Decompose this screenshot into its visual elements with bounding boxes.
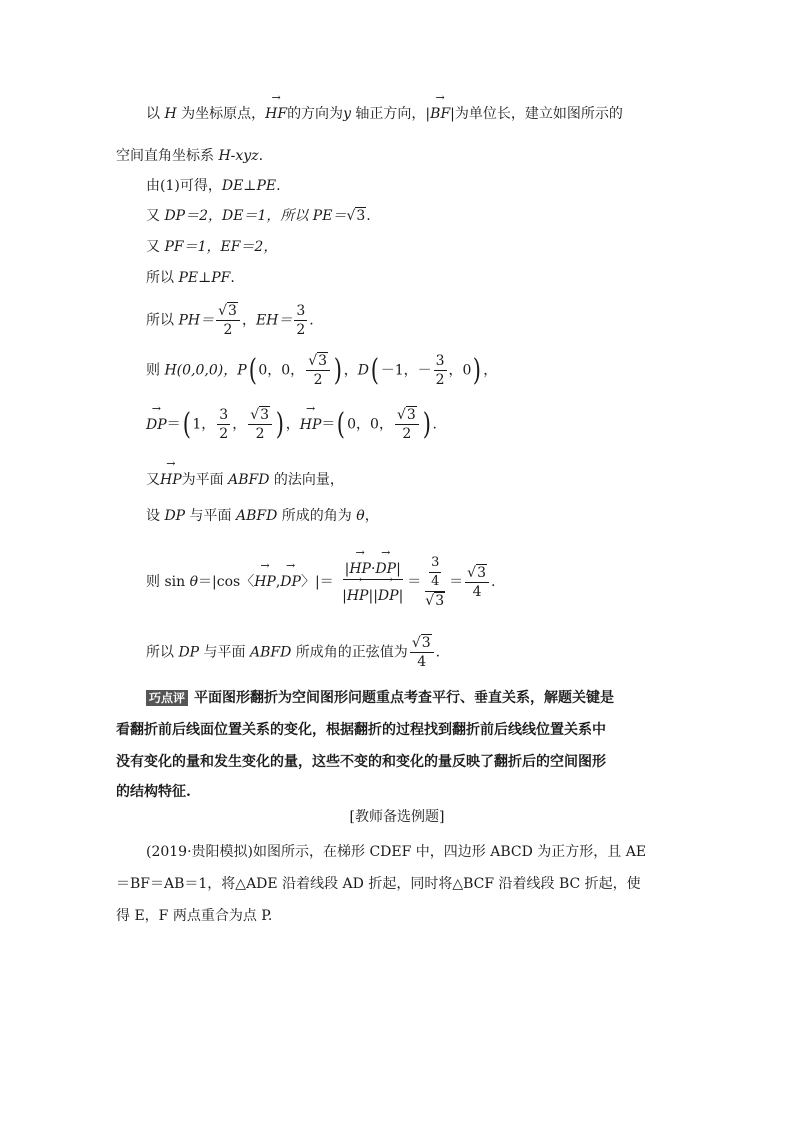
text-line-7: 所以 PH＝ $\frac{√3}{2}$ ，EH＝ $\frac{3}{2}$ . [146,303,314,338]
text-line-5: 又 PF＝1，EF＝2， [146,239,278,255]
section-title: [教师备选例题] [349,809,445,825]
fraction: $\frac{√3}{4}$ [465,564,489,601]
fraction: $\frac{√3}{4}$ [410,634,434,671]
fraction: $\frac{√3}{2}$ [395,406,419,443]
text-line-13: 所以 DP 与平面 ABFD 所成角的正弦值为 $\frac{√3}{4}$ . [146,635,441,670]
fraction: $\frac{|\to HP\cdot\to DP|}{|\to HP||\to DP|}$ [340,559,405,606]
vector-dp: → DP [146,415,167,435]
text-line-4: 又 DP＝2，DE＝1，所以 PE＝√3. [146,208,371,224]
text-line-1: 以 H 为坐标原点，→ HF的方向为y 轴正方向，|→ BF|为单位长，建立如图所示的 [146,104,623,124]
vector-hp: → HP [254,572,276,592]
text-line-3: 由(1)可得，DE⊥PE. [146,178,281,194]
example-line-2: ＝BF＝AB＝1，将△ADE 沿着线段 AD 折起，同时将△BCF 沿着线段 BC 折起，使 [116,876,641,892]
comment-badge: 巧点评 [146,690,188,706]
text-line-12: 则 sin θ＝|cos〈→ HP,→ DP〉|＝ $\frac{|\to HP\cdot\to DP|}{|\to HP||\to DP|}$ ＝ $\frac{\frac{3}{4}}{√3}$ ＝ $\frac{√3}{4}$ . [146,554,495,610]
comment-line-3: 没有变化的量和发生变化的量，这些不变的和变化的量反映了翻折后的空间图形 [116,754,606,770]
example-line-1: (2019·贵阳模拟)如图所示，在梯形 CDEF 中，四边形 ABCD 为正方形，且 AE [146,844,647,860]
text-line-9: → DP＝( 1， $\frac{3}{2}$ ， $\frac{√3}{2}$ ) ，→ HP＝( 0，0， $\frac{√3}{2}$ ) . [146,406,437,443]
comment-line-1: 巧点评 平面图形翻折为空间图形问题重点考查平行、垂直关系，解题关键是 [146,688,614,708]
text-line-11: 设 DP 与平面 ABFD 所成的角为 θ， [146,508,379,524]
fraction: $\frac{√3}{2}$ [216,302,240,339]
comment-line-4: 的结构特征. [116,784,191,800]
fraction: $\frac{√3}{2}$ [248,406,272,443]
vector-bf: → BF [430,104,450,124]
vector-hp: → HP [300,415,322,435]
text-line-8: 则 H(0,0,0)，P( 0，0， $\frac{√3}{2}$ ) ，D( －1，－ $\frac{3}{2}$ ，0) ， [146,352,498,388]
sqrt-symbol: √3 [346,208,366,224]
comment-line-2: 看翻折前后线面位置关系的变化，根据翻折的过程找到翻折前后线线位置关系中 [116,722,606,738]
fraction: $\frac{3}{2}$ [219,407,229,442]
vector-dp: → DP [280,572,301,592]
text-line-2: 空间直角坐标系 H-xyz. [116,148,264,164]
vector-hp: → HP [160,470,182,490]
fraction: $\frac{3}{2}$ [296,303,306,338]
text-line-6: 所以 PE⊥PF. [146,270,235,286]
fraction: $\frac{\frac{3}{4}}{√3}$ [425,555,445,609]
vector-hf: → HF [265,104,287,124]
fraction: $\frac{√3}{2}$ [306,352,330,389]
example-line-3: 得 E，F 两点重合为点 P. [116,908,273,924]
fraction: $\frac{3}{2}$ [435,353,445,388]
text-line-10: 又→ HP为平面 ABFD 的法向量， [146,470,344,490]
